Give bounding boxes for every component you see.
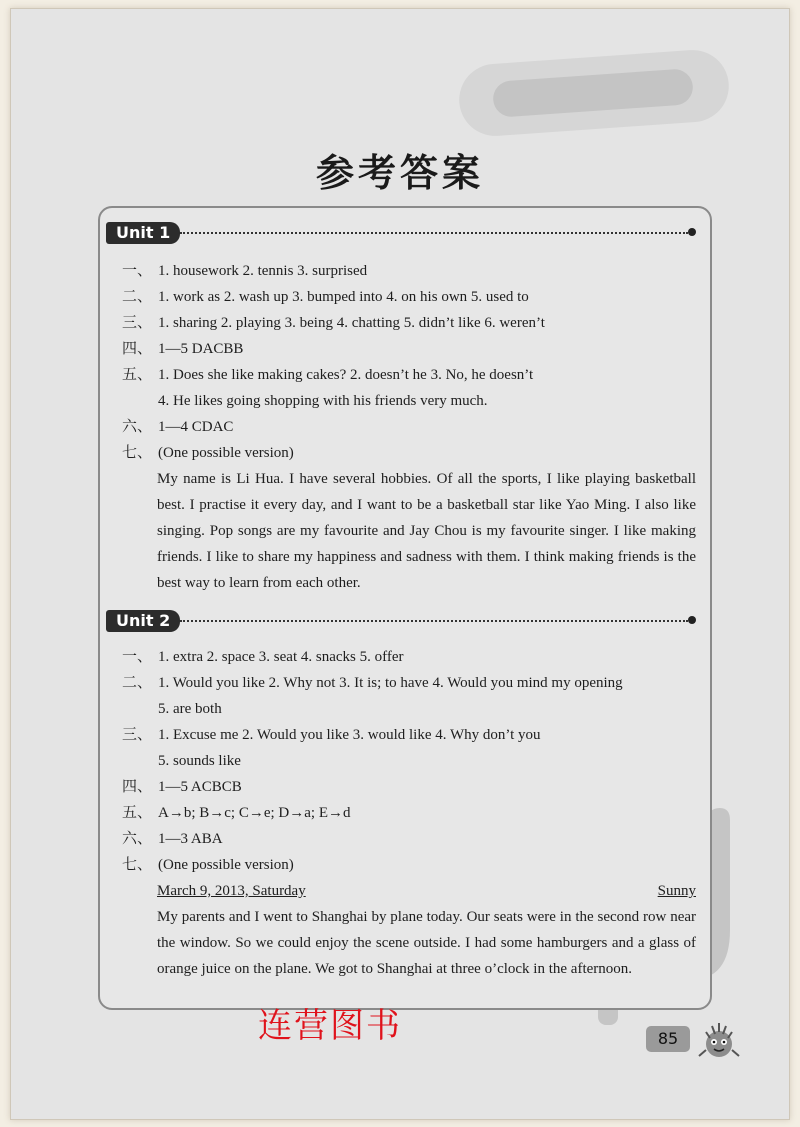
unit1-item <box>122 340 243 358</box>
unit2-item <box>122 778 242 796</box>
item-number: 一、 <box>122 649 153 665</box>
unit2-item <box>122 856 294 874</box>
unit2-header <box>106 610 696 632</box>
item-answer: 1. Does she like making cakes? 2. doesn’t he 3. No, he doesn’t <box>158 367 534 383</box>
unit1-item <box>122 314 545 332</box>
unit2-item <box>122 830 223 848</box>
item-number: 一、 <box>122 263 153 279</box>
unit1-item <box>122 288 529 306</box>
unit2-item <box>122 804 350 822</box>
unit1-essay: My name is Li Hua. I have several hobbies. Of all the sports, I like playing basketball best. I practise it every day, and I want to be a basketball star like Yao Ming. I also like singing. Pop songs are my favourite and Jay Chou is my favourite singer. I like making friends. I like to share my happiness and sadness with them. I think making friends is the best way to learn from each other. <box>157 471 696 591</box>
item-answer: 5. are both <box>158 701 222 717</box>
unit1-divider <box>180 232 688 234</box>
unit2-item <box>122 726 541 744</box>
diary-weather: Sunny <box>657 883 696 899</box>
item-answer: 1. housework 2. tennis 3. surprised <box>158 263 368 279</box>
publisher-watermark: 连营图书 <box>258 1006 402 1046</box>
unit1-divider-dot <box>688 228 696 236</box>
item-answer: A→b; B→c; C→e; D→a; E→d <box>158 805 351 821</box>
unit2-item <box>122 674 623 692</box>
item-number: 三、 <box>122 315 153 331</box>
page-title: 参考答案 <box>315 151 484 195</box>
item-answer: 1—3 ABA <box>158 831 223 847</box>
item-answer: 1. extra 2. space 3. seat 4. snacks 5. offer <box>158 649 404 665</box>
unit2-label: Unit 2 <box>106 610 180 632</box>
item-answer: (One possible version) <box>158 445 294 461</box>
unit2-item <box>122 700 222 718</box>
item-number: 四、 <box>122 341 153 357</box>
diary-date: March 9, 2013, Saturday <box>157 883 306 899</box>
page-number: 85 <box>646 1026 690 1052</box>
item-answer: 1. Excuse me 2. Would you like 3. would like 4. Why don’t you <box>158 727 541 743</box>
item-answer: 1—5 DACBB <box>158 341 244 357</box>
item-number: 七、 <box>122 857 153 873</box>
unit2-essay: My parents and I went to Shanghai by plane today. Our seats were in the second row near the window. So we could enjoy the scene outside. I had some hamburgers and a glass of orange juice on the plane. We got to Shanghai at three o’clock in the afternoon. <box>157 909 696 977</box>
unit2-divider-dot <box>688 616 696 624</box>
item-answer: 1—5 ACBCB <box>158 779 242 795</box>
item-number: 三、 <box>122 727 153 743</box>
unit1-item <box>122 392 488 410</box>
unit2-item <box>122 648 403 666</box>
item-number: 五、 <box>122 367 153 383</box>
item-answer: (One possible version) <box>158 857 294 873</box>
item-number: 六、 <box>122 831 153 847</box>
item-answer: 1. work as 2. wash up 3. bumped into 4. on his own 5. used to <box>158 289 529 305</box>
unit1-item <box>122 262 367 280</box>
unit1-label: Unit 1 <box>106 222 180 244</box>
item-number: 四、 <box>122 779 153 795</box>
item-answer: 1. Would you like 2. Why not 3. It is; to have 4. Would you mind my opening <box>158 675 623 691</box>
item-answer: 5. sounds like <box>158 753 241 769</box>
unit2-divider <box>180 620 688 622</box>
item-number: 六、 <box>122 419 153 435</box>
item-answer: 1. sharing 2. playing 3. being 4. chatting 5. didn’t like 6. weren’t <box>158 315 545 331</box>
mascot-icon <box>696 1018 742 1064</box>
unit1-item <box>122 444 294 462</box>
unit2-item <box>122 752 241 770</box>
item-answer: 1—4 CDAC <box>158 419 234 435</box>
unit1-item <box>122 366 533 384</box>
item-number: 七、 <box>122 445 153 461</box>
diary-header <box>157 882 696 900</box>
item-number: 五、 <box>122 805 153 821</box>
item-answer: 4. He likes going shopping with his friends very much. <box>158 393 488 409</box>
unit1-item <box>122 418 233 436</box>
item-number: 二、 <box>122 289 153 305</box>
unit1-header <box>106 222 696 244</box>
item-number: 二、 <box>122 675 153 691</box>
